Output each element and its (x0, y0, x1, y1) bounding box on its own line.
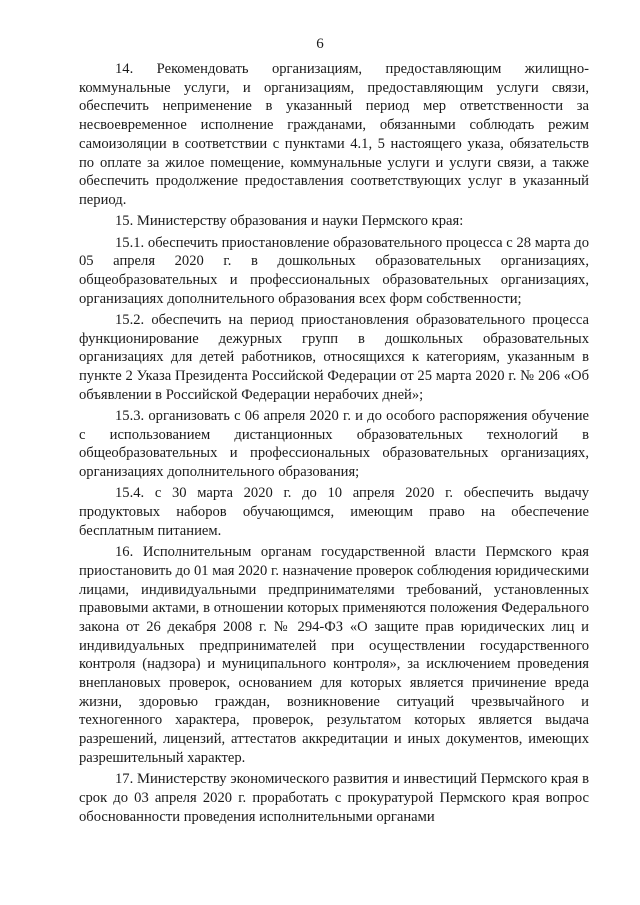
paragraph-17: 17. Министерству экономического развития и инвестиций Пермского края в срок до 03 апреля 2020 г. проработать с прокуратурой Пермского края вопрос обоснованности проведения исполнительными органами (79, 771, 589, 825)
paragraph-15-1: 15.1. обеспечить приостановление образовательного процесса с 28 марта до 05 апреля 2020 г. в дошкольных образовательных организациях, общеобразовательных и профессиональных образовательных организациях, организациях дополнительного образования всех форм собственности; (79, 234, 589, 307)
paragraph-15-2: 15.2. обеспечить на период приостановления образовательного процесса функционирование дежурных групп в дошкольных образовательных организациях для детей работников, относящихся к категориям, указанным в пункте 2 Указа Президента Российской Федерации от 25 марта 2020 г. № 206 «Об объявлении в Российской Федерации нерабочих дней»; (79, 311, 589, 403)
paragraph-16: 16. Исполнительным органам государственной власти Пермского края приостановить до 01 мая 2020 г. назначение проверок соблюдения юридическими лицами, индивидуальными предпринимателями требований, установленных правовыми актами, в отношении которых применяются положения Федерального закона от 26 декабря 2008 г. № 294-ФЗ «О защите прав юридических лиц и индивидуальных предпринимателей при осуществлении государственного контроля (надзора) и муниципального контроля», за исключением проведения внеплановых проверок, основанием для которых является причинение вреда жизни, здоровью граждан, возникновение ситуаций чрезвычайного и техногенного характера, проверок, результатом которых является выдача разрешений, лицензий, аттестатов аккредитации и иных документов, имеющих разрешительный характер. (79, 544, 589, 766)
paragraph-15: 15. Министерству образования и науки Пермского края: (115, 213, 464, 230)
paragraph-15-3: 15.3. организовать с 06 апреля 2020 г. и до особого распоряжения обучение с использованием дистанционных образовательных технологий в общеобразовательных и профессиональных образовательных организациях, организациях дополнительного образования; (79, 408, 589, 481)
paragraph-14: 14. Рекомендовать организациям, предоставляющим жилищно-коммунальные услуги, и организациям, предоставляющим услуги связи, обеспечить неприменение в указанный период мер ответственности за несвоевременное исполнение гражданами, обязанными соблюдать режим самоизоляции в соответствии с пунктами 4.1, 5 настоящего указа, обязательств по оплате за жилое помещение, коммунальные услуги и услуги связи, а также обеспечить продолжение предоставления соответствующих услуг в указанный период. (79, 61, 589, 208)
paragraph-15-4: 15.4. с 30 марта 2020 г. до 10 апреля 2020 г. обеспечить выдачу продуктовых наборов обучающимся, имеющим право на обеспечение бесплатным питанием. (79, 485, 589, 539)
document-body (79, 60, 589, 829)
page-number: 6 (316, 36, 324, 52)
